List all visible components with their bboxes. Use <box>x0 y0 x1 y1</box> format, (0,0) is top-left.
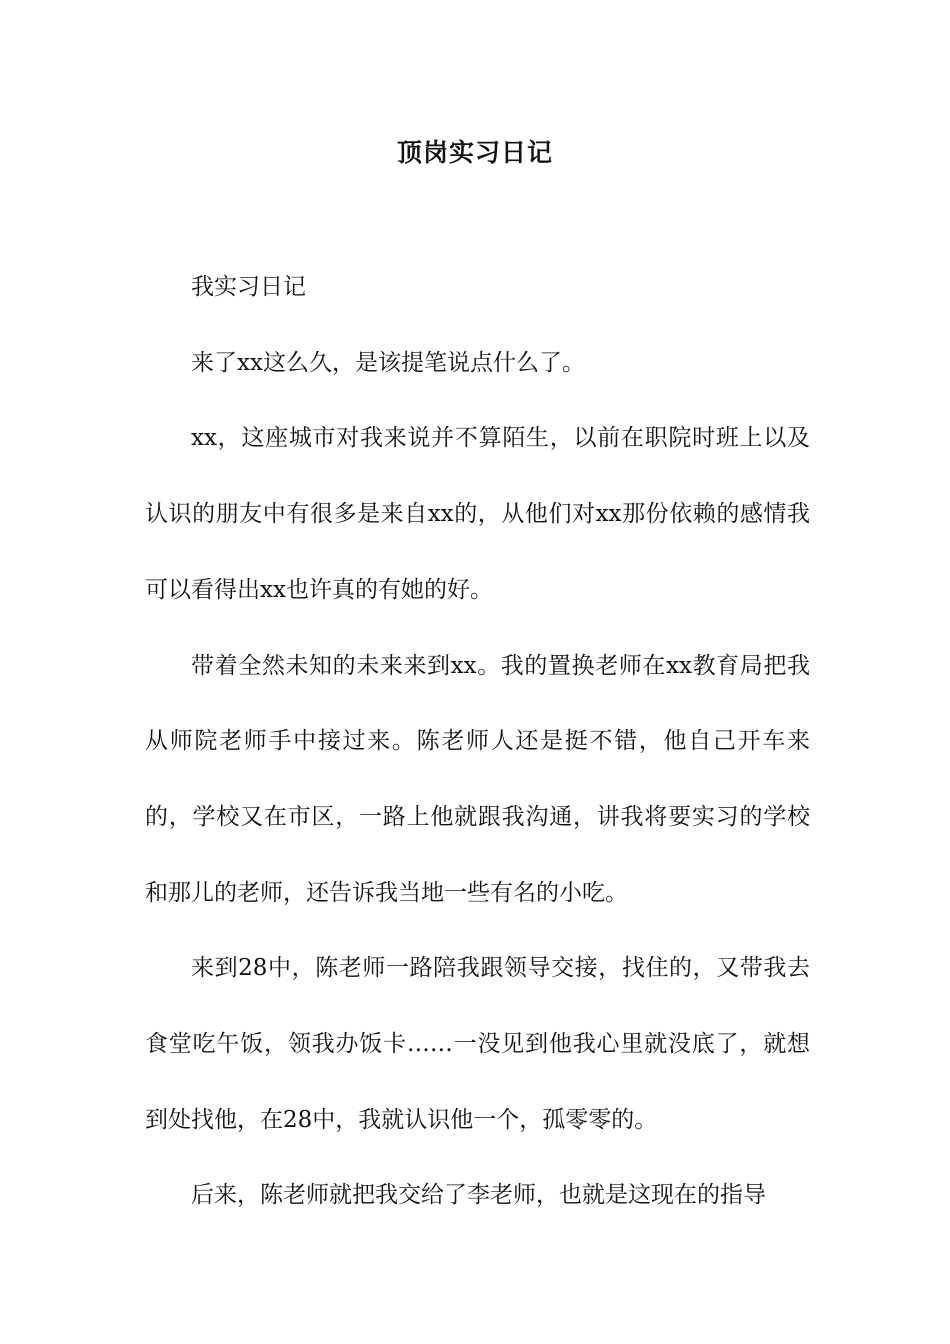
paragraph-heading: 我实习日记 <box>191 274 306 300</box>
document-title: 顶岗实习日记 <box>396 138 553 167</box>
paragraph: 来了xx这么久，是该提笔说点什么了。 <box>191 349 585 376</box>
paragraph: 后来，陈老师就把我交给了李老师，也就是这现在的指导 <box>191 1182 766 1209</box>
paragraph: 带着全然未知的未来来到xx。我的置换老师在xx教育局把我从师院老师手中接过来。陈老师人还是挺不错，他自己开车来的，学校又在市区，一路上他就跟我沟通，讲我将要实习的学校和那儿的老师，还告诉我当地一些有名的小吃。 <box>145 652 810 906</box>
paragraph: 来到28中，陈老师一路陪我跟领导交接，找住的，又带我去食堂吃午饭，领我办饭卡……一没见到他我心里就没底了，就想到处找他，在28中，我就认识他一个，孤零零的。 <box>145 955 810 1133</box>
paragraph: xx，这座城市对我来说并不算陌生，以前在职院时班上以及认识的朋友中有很多是来自xx的，从他们对xx那份依赖的感情我可以看得出xx也许真的有她的好。 <box>145 425 810 603</box>
document-body <box>145 250 810 1234</box>
